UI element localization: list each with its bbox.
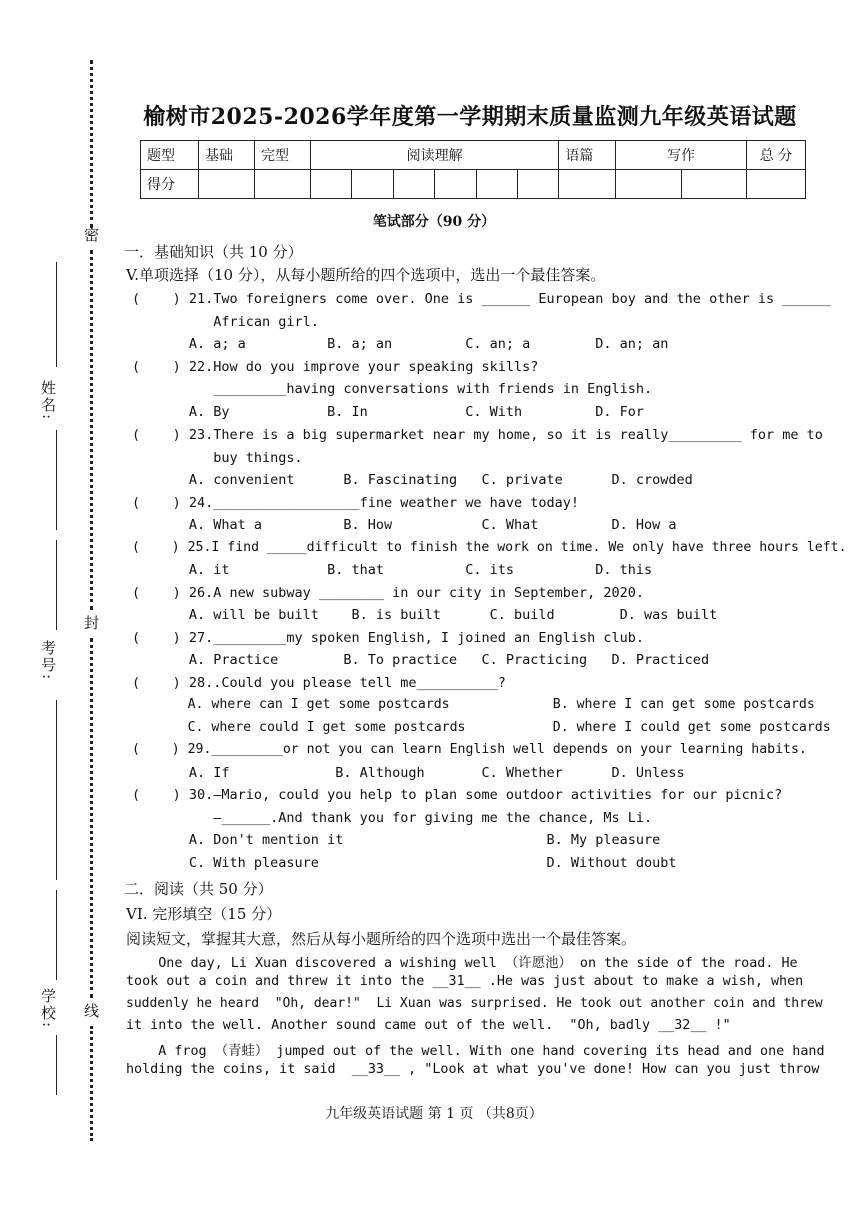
q27-options: A. Practice B. To practice C. Practicing D. Practiced: [132, 652, 710, 668]
q23-options: A. convenient B. Fascinating C. private D. crowded: [132, 472, 693, 488]
score-cell[interactable]: [393, 170, 434, 199]
section1-heading: 一．基础知识（共 10 分）: [124, 243, 303, 261]
binding-dotted-line-top: [90, 60, 93, 228]
score-cell[interactable]: [559, 170, 616, 199]
page-footer: 九年级英语试题 第 1 页 （共8页）: [325, 1106, 543, 1122]
score-cell[interactable]: [476, 170, 517, 199]
exam-no-underline-bottom: [56, 700, 57, 880]
q23-stem: ( ) 23.There is a big supermarket near my home, so it is really_________ for me to: [132, 427, 823, 443]
passage-line: A frog （青蛙） jumped out of the well. With one hand covering its head and one hand: [126, 1044, 825, 1059]
passage-line: holding the coins, it said __33__ , "Look at what you've done! How can you just throw: [126, 1062, 820, 1077]
q30-stem-cont: —______.And thank you for giving me the chance, Ms Li.: [132, 810, 653, 826]
passage-line: took out a coin and threw it into the __31__ .He was just about to make a wish, when: [126, 974, 804, 989]
q21-stem: ( ) 21.Two foreigners come over. One is ______ European boy and the other is ______: [132, 291, 831, 307]
written-part-heading: 笔试部分（90 分）: [372, 214, 496, 230]
score-cell[interactable]: [681, 170, 746, 199]
passage-line: One day, Li Xuan discovered a wishing well （许愿池） on the side of the road. He: [126, 956, 798, 971]
section2-instructions: 阅读短文，掌握其大意，然后从每小题所给的四个选项中选出一个最佳答案。: [126, 930, 637, 948]
section2-subheading: VI. 完形填空（15 分）: [126, 905, 282, 923]
score-header-cell: 完型: [255, 141, 311, 170]
q24-stem: ( ) 24.__________________fine weather we have today!: [132, 495, 580, 511]
score-cell[interactable]: [517, 170, 558, 199]
exam-title: 榆树市2025-2026学年度第一学期期末质量监测九年级英语试题: [143, 104, 797, 130]
score-cell[interactable]: [199, 170, 255, 199]
q21-options: A. a; a B. a; an C. an; a D. an; an: [132, 336, 669, 352]
q30-options-cd: C. With pleasure D. Without doubt: [132, 855, 677, 871]
score-header-cell: 题型: [141, 141, 199, 170]
score-cell[interactable]: [616, 170, 681, 199]
q24-options: A. What a B. How C. What D. How a: [132, 517, 677, 533]
score-cell[interactable]: [747, 170, 806, 199]
name-label: 姓名:: [39, 380, 57, 422]
passage-line: suddenly he heard "Oh, dear!" Li Xuan was surprised. He took out another coin and threw: [126, 996, 823, 1011]
q21-stem-cont: African girl.: [132, 314, 319, 330]
q23-stem-cont: buy things.: [132, 450, 303, 466]
score-cell[interactable]: [311, 170, 352, 199]
q28-options-cd: C. where could I get some postcards D. where I could get some postcards: [132, 720, 831, 735]
score-header-cell: 总 分: [747, 141, 806, 170]
q22-options: A. By B. In C. With D. For: [132, 404, 645, 420]
q28-options-ab: A. where can I get some postcards B. where I can get some postcards: [132, 697, 815, 712]
name-underline-bottom: [56, 430, 57, 530]
q25-stem: ( ) 25.I find _____difficult to finish the work on time. We only have three hours left.: [132, 540, 847, 555]
q28-stem: ( ) 28..Could you please tell me__________?: [132, 675, 506, 691]
binding-dotted-line-mid: [90, 250, 93, 610]
section2-heading: 二．阅读（共 50 分）: [124, 880, 273, 898]
score-table: [140, 140, 806, 199]
q22-stem: ( ) 22.How do you improve your speaking skills?: [132, 359, 539, 375]
q30-options-ab: A. Don't mention it B. My pleasure: [132, 832, 661, 848]
score-header-cell: 阅读理解: [311, 141, 559, 170]
score-cell[interactable]: [352, 170, 393, 199]
q25-options: A. it B. that C. its D. this: [132, 562, 653, 578]
q29-options: A. If B. Although C. Whether D. Unless: [132, 765, 685, 781]
binding-dotted-line-bottom: [90, 1026, 93, 1141]
binding-char-xian: 线: [84, 1002, 100, 1020]
school-underline-bottom: [56, 1035, 57, 1095]
binding-char-mi: 密: [84, 226, 100, 244]
score-cell[interactable]: [435, 170, 476, 199]
school-underline-top: [56, 890, 57, 980]
score-table-score-row: [141, 170, 806, 199]
q26-stem: ( ) 26.A new subway ________ in our city in September, 2020.: [132, 585, 645, 601]
score-header-cell: 语篇: [559, 141, 616, 170]
school-label: 学校:: [39, 988, 57, 1030]
q26-options: A. will be built B. is built C. build D. was built: [132, 607, 718, 623]
score-cell[interactable]: [255, 170, 311, 199]
score-row-label: 得分: [141, 170, 199, 199]
binding-dotted-line-low: [90, 638, 93, 998]
score-header-cell: 写作: [616, 141, 747, 170]
score-header-cell: 基础: [199, 141, 255, 170]
name-underline-top: [56, 262, 57, 367]
score-table-header-row: [141, 141, 806, 170]
passage-line: it into the well. Another sound came out of the well. "Oh, badly __32__ !": [126, 1018, 731, 1033]
q27-stem: ( ) 27._________my spoken English, I joined an English club.: [132, 630, 645, 646]
exam-no-label: 考号:: [39, 640, 57, 682]
q30-stem: ( ) 30.—Mario, could you help to plan some outdoor activities for our picnic?: [132, 787, 783, 803]
binding-char-feng: 封: [84, 614, 100, 632]
q22-stem-cont: _________having conversations with friends in English.: [132, 381, 653, 397]
section1-instructions: V.单项选择（10 分），从每小题所给的四个选项中，选出一个最佳答案。: [126, 266, 606, 284]
exam-no-underline-top: [56, 540, 57, 630]
q29-stem: ( ) 29._________or not you can learn English well depends on your learning habits.: [132, 742, 807, 757]
